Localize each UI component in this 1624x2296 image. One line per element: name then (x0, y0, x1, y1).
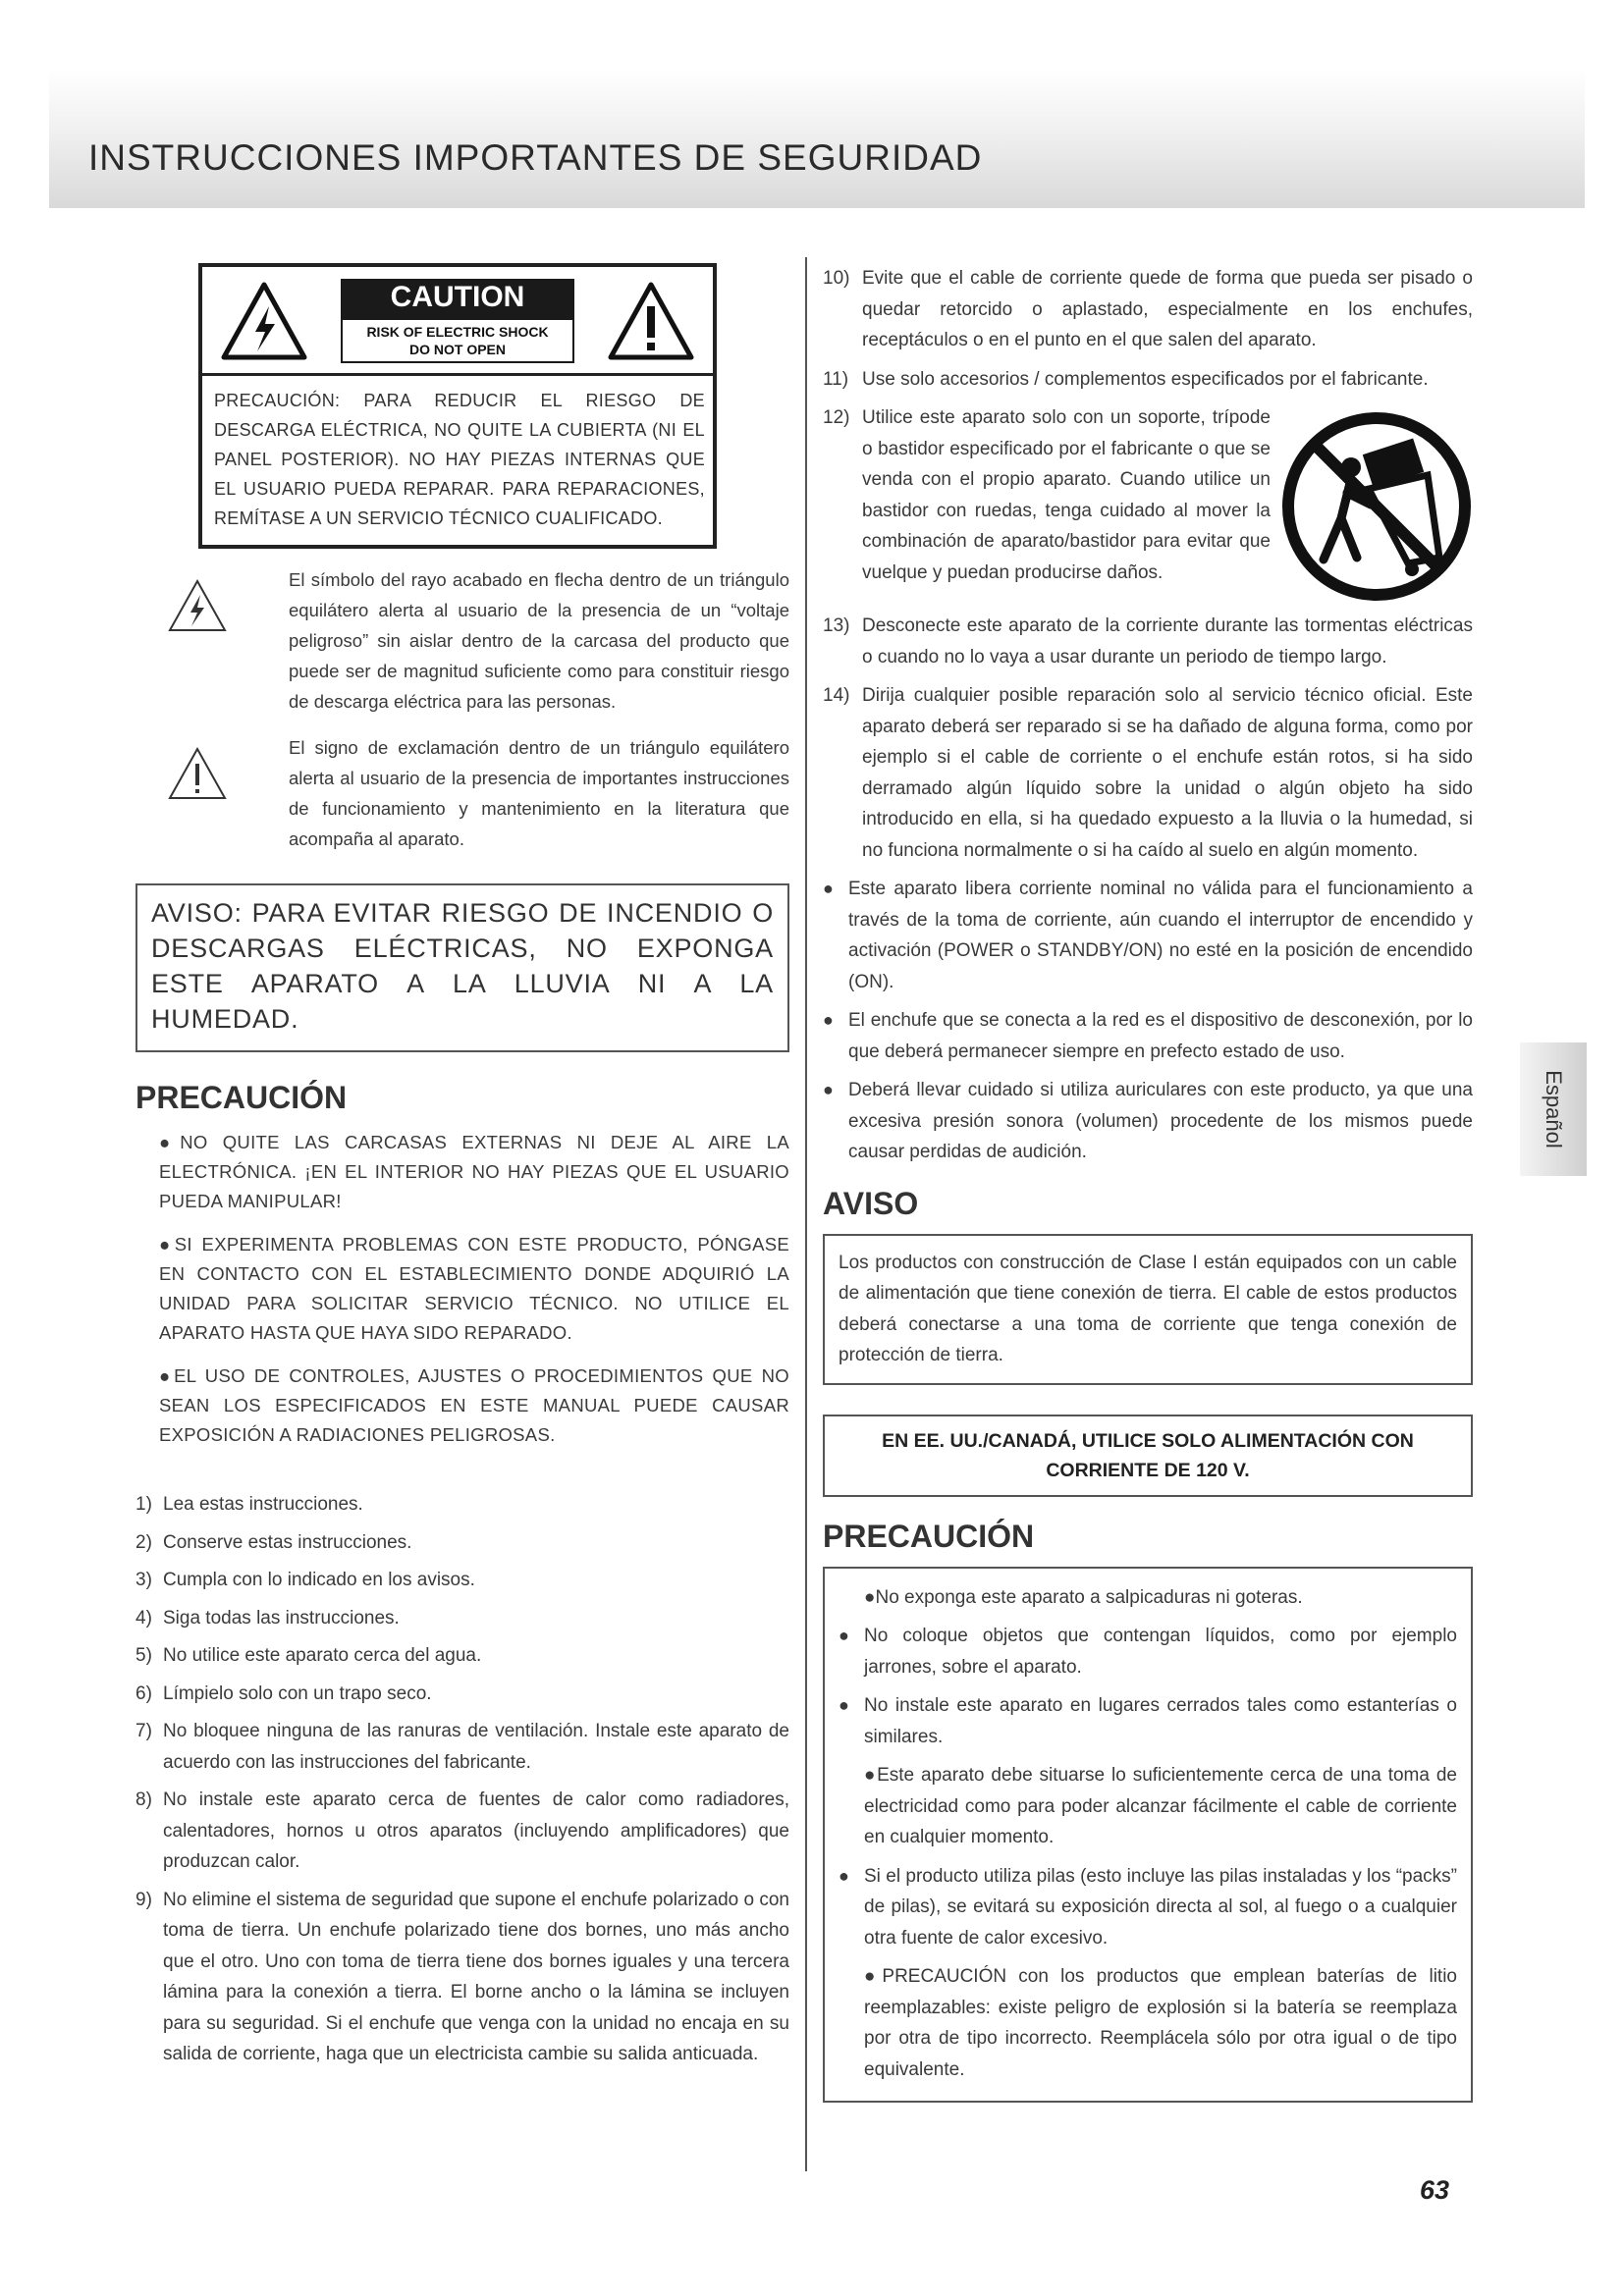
lightning-symbol-text: El símbolo del rayo acabado en flecha dentro de un triángulo equilátero alerta al usuario de la presencia de un “voltaje peligroso” sin aislar dentro de la carcasa del producto que puede ser de magnitud suficiente como para constituir riesgo de descarga eléctrica para las personas. (289, 569, 789, 712)
instruction-text: Desconecte este aparato de la corriente durante las tormentas eléctricas o cuando no lo vaya a usar durante un periodo de tiempo largo. (862, 615, 1473, 667)
bullet-text: Si el producto utiliza pilas (esto incluye las pilas instaladas y los “packs” de pilas), se evitará su exposición directa al sol, al fuego o a cualquier otra fuente de calor excesivo. (864, 1865, 1457, 1949)
bullet-text: ●No exponga este aparato a salpicaduras ni goteras. (864, 1586, 1303, 1608)
bullet-text: ●Este aparato debe situarse lo suficientemente cerca de una toma de electricidad como para poder alcanzar fácilmente el cable de corriente en cualquier momento. (864, 1765, 1457, 1847)
page-title: INSTRUCCIONES IMPORTANTES DE SEGURIDAD (88, 137, 983, 178)
instruction-number: 1) (135, 1494, 152, 1515)
right-column (823, 263, 1473, 2103)
precaucion-left-title: PRECAUCIÓN (135, 1080, 348, 1115)
precaucion-right-title: PRECAUCIÓN (823, 1518, 1035, 1554)
instruction-number: 4) (135, 1607, 152, 1629)
instruction-text: Dirija cualquier posible reparación solo al servicio técnico oficial. Este aparato deberá ser reparado si se ha dañado de alguna forma, como por ejemplo si el cable de corriente o el enchufe están rotos, si ha sido derramado algún líquido sobre la unidad o algún objeto ha sido introducido en ella, si ha quedado expuesto a la lluvia o la humedad, si no funciona normalmente o si ha caído al suelo en algún momento. (862, 685, 1473, 861)
instruction-text: Lea estas instrucciones. (163, 1494, 363, 1515)
cart-tipover-warning-icon (1280, 410, 1473, 603)
instruction-number: 9) (135, 1889, 152, 1910)
instructions-list-left (135, 1489, 789, 2070)
language-side-tab (1520, 1042, 1587, 1176)
precaucion-right-box (823, 1567, 1473, 2104)
instruction-text: Use solo accesorios / complementos especificados por el fabricante. (862, 368, 1429, 390)
instruction-number: 14) (823, 685, 850, 706)
bullet-spacer (839, 1961, 864, 2085)
aviso-title: AVISO (823, 1185, 919, 1221)
instruction-text: No instale este aparato cerca de fuentes de calor como radiadores, calentadores, hornos u otros aparatos (incluyendo amplificadores) que produzcan calor. (163, 1789, 789, 1872)
bullet-dot-icon: ● (823, 1080, 834, 1099)
instruction-item (135, 1885, 789, 2070)
bullet-item (823, 1075, 1473, 1168)
lightning-symbol-explanation (167, 564, 789, 717)
bullet-text: Deberá llevar cuidado si utiliza auriculares con este producto, ya que una excesiva presión sonora (volumen) procedente de los mismos puede causar perdidas de audición. (848, 1080, 1473, 1162)
page-number: 63 (1420, 2175, 1450, 2205)
instruction-number: 7) (135, 1721, 152, 1741)
exclamation-warning-icon (607, 281, 695, 361)
bullet-item (839, 1582, 1457, 1614)
instruction-text: Utilice este aparato solo con un soporte, trípode o bastidor especificado por el fabricante o que se venda con el propio aparato. Cuando utilice un bastidor con ruedas, tenga cuidado al mover la combinación de aparato/bastidor para evitar que vuelque y puedan producirse daños. (862, 407, 1271, 583)
precaucion-left-item: ●SI EXPERIMENTA PROBLEMAS CON ESTE PRODUCTO, PÓNGASE EN CONTACTO CON EL ESTABLECIMIENTO DONDE ADQUIRIÓ LA UNIDAD PARA SOLICITAR SERVICIO TÉCNICO. NO UTILICE EL APARATO HASTA QUE HAYA SIDO REPARADO. (159, 1234, 789, 1343)
us-canada-notice (823, 1415, 1473, 1497)
instruction-item-cart (823, 402, 1473, 603)
instruction-item (135, 1640, 789, 1672)
bullet-dot-icon: ● (839, 1865, 849, 1886)
bullet-spacer (839, 1582, 864, 1614)
instruction-number: 10) (823, 268, 850, 289)
instruction-item (823, 364, 1473, 396)
instruction-text: Conserve estas instrucciones. (163, 1531, 412, 1553)
instruction-item (823, 611, 1473, 672)
bullet-text: Este aparato libera corriente nominal no válida para el funcionamiento a través de la toma de corriente, aún cuando el interruptor de encendido y activación (POWER o STANDBY/ON) no esté en la posición de encendido (ON). (848, 879, 1473, 992)
bullet-item (839, 1621, 1457, 1682)
instruction-number: 2) (135, 1531, 152, 1553)
instruction-text: No elimine el sistema de seguridad que supone el enchufe polarizado o con toma de tierra. Un enchufe polarizado tiene dos bornes, uno más ancho que el otro. Uno con toma de tierra tiene dos bornes iguales y una tercera lámina para la conexión a tierra. El borne ancho o la lámina se incluyen para su seguridad. Si el enchufe que venga con la unidad no encaja en su salida de corriente, haga que un electricista cambie su salida anticuada. (163, 1889, 789, 2064)
us-notice-line1: EN EE. UU./CANADÁ, UTILICE SOLO ALIMENTACIÓN CON (882, 1429, 1414, 1452)
caution-text: PRECAUCIÓN: PARA REDUCIR EL RIESGO DE DESCARGA ELÉCTRICA, NO QUITE LA CUBIERTA (NI EL PANEL POSTERIOR). NO HAY PIEZAS INTERNAS QUE EL USUARIO PUEDA REPARAR. PARA REPARACIONES, REMÍTASE A UN SERVICIO TÉCNICO CUALIFICADO. (202, 373, 713, 545)
instruction-item (823, 680, 1473, 866)
instruction-text: Límpielo solo con un trapo seco. (163, 1682, 432, 1704)
instruction-number: 8) (135, 1789, 152, 1810)
lightning-warning-icon (220, 281, 308, 361)
instruction-number: 13) (823, 615, 850, 636)
instruction-number: 11) (823, 368, 849, 390)
exclamation-symbol-text: El signo de exclamación dentro de un triángulo equilátero alerta al usuario de la presencia de importantes instrucciones de funcionamiento y mantenimiento en la literatura que acompaña al aparato. (289, 737, 789, 849)
caution-label-box (198, 263, 717, 549)
instruction-number: 5) (135, 1645, 152, 1666)
instruction-item (135, 1565, 789, 1596)
instruction-item (135, 1527, 789, 1559)
bullet-dot-icon: ● (839, 1695, 849, 1715)
bullet-text: ●PRECAUCIÓN con los productos que emplean baterías de litio reemplazables: existe peligro de explosión si la batería se reemplaza por otra de tipo incorrecto. Reemplácela sólo por otra igual o de tipo equivalente. (864, 1966, 1457, 2080)
instruction-text: Evite que el cable de corriente quede de forma que pueda ser pisado o quedar retorcido o aplastado, especialmente en los enchufes, receptáculos o en el punto en el que salen del aparato. (862, 268, 1473, 350)
precaucion-left-list (135, 1128, 789, 1450)
instruction-item (135, 1489, 789, 1521)
bullet-item (839, 1690, 1457, 1752)
caution-risk-line2: DO NOT OPEN (408, 342, 506, 357)
caution-risk (341, 318, 574, 363)
bullet-text: No coloque objetos que contengan líquidos, como por ejemplo jarrones, sobre el aparato. (864, 1626, 1457, 1678)
bullet-spacer (839, 1760, 864, 1853)
bullet-item (839, 1961, 1457, 2085)
instruction-number: 12) (823, 407, 850, 428)
bullet-item (823, 874, 1473, 997)
bullet-item (823, 1005, 1473, 1067)
bullet-text: No instale este aparato en lugares cerrados tales como estanterías o similares. (864, 1695, 1457, 1747)
instruction-item (135, 1716, 789, 1778)
exclamation-symbol-explanation (167, 732, 789, 854)
bullet-dot-icon: ● (823, 879, 834, 898)
caution-risk-line1: RISK OF ELECTRIC SHOCK (366, 324, 549, 340)
instruction-text: No utilice este aparato cerca del agua. (163, 1645, 482, 1666)
instruction-number: 3) (135, 1570, 152, 1590)
fire-shock-warning-box: AVISO: PARA EVITAR RIESGO DE INCENDIO O DESCARGAS ELÉCTRICAS, NO EXPONGA ESTE APARATO A LA LLUVIA NI A LA HUMEDAD. (135, 883, 789, 1052)
caution-label (341, 279, 574, 363)
lightning-triangle-icon (167, 578, 228, 633)
instruction-number: 6) (135, 1682, 152, 1704)
instruction-item (135, 1603, 789, 1634)
left-column (135, 263, 789, 2077)
instruction-text: Cumpla con lo indicado en los avisos. (163, 1570, 475, 1590)
instruction-text: Siga todas las instrucciones. (163, 1607, 400, 1629)
us-notice-line2: CORRIENTE DE 120 V. (1046, 1459, 1250, 1481)
bullet-item (839, 1760, 1457, 1853)
instruction-item (135, 1785, 789, 1878)
instruction-text: No bloquee ninguna de las ranuras de ventilación. Instale este aparato de acuerdo con las instrucciones del fabricante. (163, 1721, 789, 1773)
precaucion-left-item: ●EL USO DE CONTROLES, AJUSTES O PROCEDIMIENTOS QUE NO SEAN LOS ESPECIFICADOS EN ESTE MANUAL PUEDE CAUSAR EXPOSICIÓN A RADIACIONES PELIGROSAS. (159, 1365, 789, 1445)
bullet-text: El enchufe que se conecta a la red es el dispositivo de desconexión, por lo que deberá permanecer siempre en prefecto estado de uso. (848, 1010, 1473, 1062)
exclamation-triangle-icon (167, 746, 228, 801)
language-side-tab-label: Español (1542, 1070, 1566, 1148)
bullet-item (839, 1861, 1457, 1954)
caution-word: CAUTION (341, 279, 574, 318)
aviso-box: Los productos con construcción de Clase I están equipados con un cable de alimentación que tiene conexión de tierra. El cable de estos productos deberá conectarse a una toma de corriente que tenga conexión de protección de tierra. (823, 1234, 1473, 1385)
column-divider (805, 257, 807, 2171)
instruction-item (823, 263, 1473, 356)
instruction-item (135, 1679, 789, 1710)
caution-label-top (202, 267, 713, 373)
bullet-dot-icon: ● (839, 1626, 849, 1645)
bullet-dot-icon: ● (823, 1010, 834, 1030)
precaucion-left-item: ●NO QUITE LAS CARCASAS EXTERNAS NI DEJE AL AIRE LA ELECTRÓNICA. ¡EN EL INTERIOR NO HAY PIEZAS QUE EL USUARIO PUEDA MANIPULAR! (159, 1132, 789, 1211)
